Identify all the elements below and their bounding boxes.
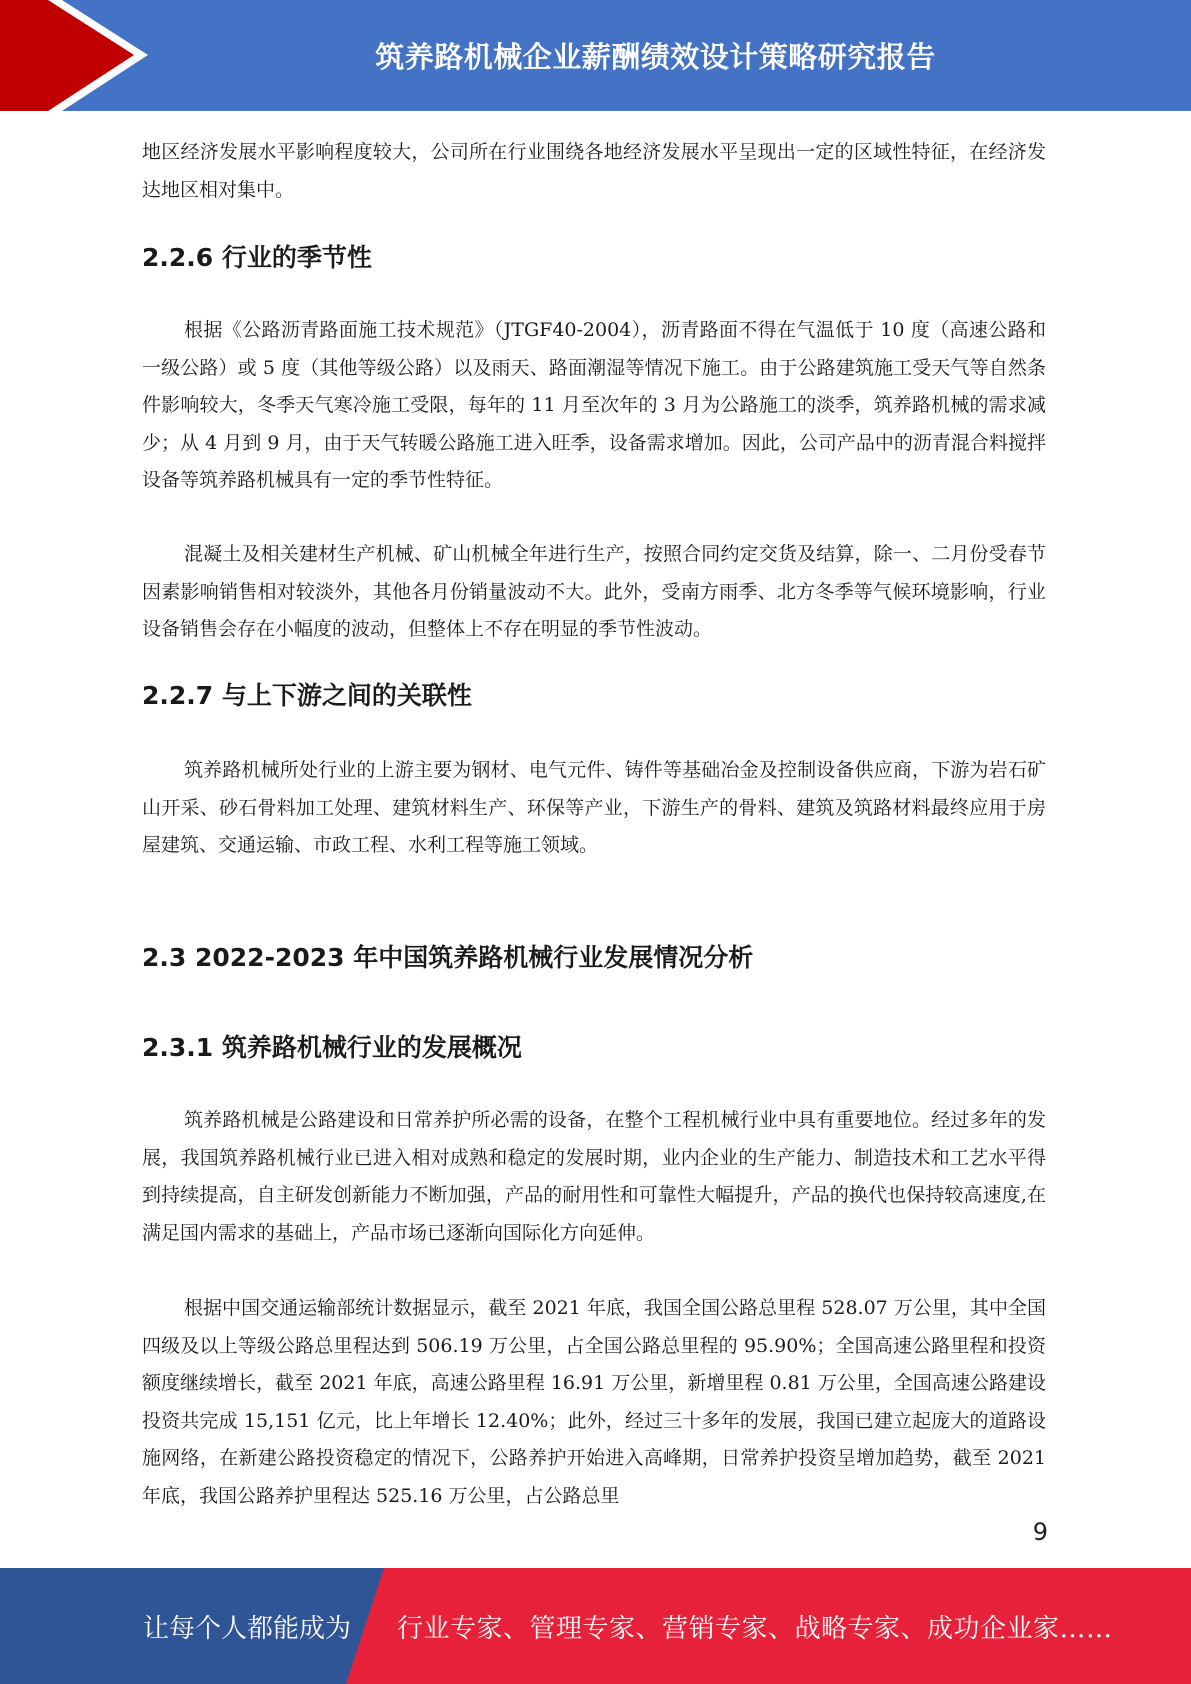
paragraph-seasonality-1: 根据《公路沥青路面施工技术规范》（JTGF40-2004），沥青路面不得在气温低于 10 度（高速公路和一级公路）或 5 度（其他等级公路）以及雨天、路面潮湿等情况下施工。由于公路建筑施工受天气等自然条件影响较大，冬季天气寒冷施工受限，每年的 11 月至次年的 3 月为公路施工的淡季，筑养路机械的需求减少；从 4 月到 9 月，由于天气转暖公路施工进入旺季，设备需求增加。因此，公司产品中的沥青混合料搅拌设备等筑养路机械具有一定的季节性特征。	[142, 319, 1046, 492]
section-heading-2-3-1: 2.3.1 筑养路机械行业的发展概况	[142, 1033, 522, 1062]
page-number: 9	[1032, 1518, 1048, 1546]
section-heading-2-3: 2.3 2022-2023 年中国筑养路机械行业发展情况分析	[142, 943, 754, 972]
paragraph-intro: 地区经济发展水平影响程度较大，公司所在行业围绕各地经济发展水平呈现出一定的区域性特征，在经济发达地区相对集中。	[142, 141, 1046, 201]
page-header	[0, 0, 1191, 111]
paragraph-upstream-downstream: 筑养路机械所处行业的上游主要为钢材、电气元件、铸件等基础冶金及控制设备供应商，下游为岩石矿山开采、砂石骨料加工处理、建筑材料生产、环保等产业，下游生产的骨料、建筑及筑路材料最终应用于房屋建筑、交通运输、市政工程、水利工程等施工领域。	[142, 759, 1046, 857]
document-title: 筑养路机械企业薪酬绩效设计策略研究报告	[375, 40, 936, 74]
paragraph-seasonality-2: 混凝土及相关建材生产机械、矿山机械全年进行生产，按照合同约定交货及结算，除一、二月份受春节因素影响销售相对较淡外，其他各月份销量波动不大。此外，受南方雨季、北方冬季等气候环境影响，行业设备销售会存在小幅度的波动，但整体上不存在明显的季节性波动。	[142, 543, 1046, 641]
footer-slogan-left: 让每个人都能成为	[143, 1613, 352, 1644]
page-footer	[0, 1568, 1191, 1684]
section-heading-2-2-6: 2.2.6 行业的季节性	[142, 243, 372, 272]
footer-slogan-right: 行业专家、管理专家、营销专家、战略专家、成功企业家……	[397, 1613, 1113, 1644]
section-heading-2-2-7: 2.2.7 与上下游之间的关联性	[142, 681, 472, 710]
paragraph-development-overview-2: 根据中国交通运输部统计数据显示，截至 2021 年底，我国全国公路总里程 528.07 万公里，其中全国四级及以上等级公路总里程达到 506.19 万公里，占全国公路总里程的 95.90%；全国高速公路里程和投资额度继续增长，截至 2021 年底，高速公路里程 16.91 万公里，新增里程 0.81 万公里，全国高速公路建设投资共完成 15,151 亿元，比上年增长 12.40%；此外，经过三十多年的发展，我国已建立起庞大的道路设施网络，在新建公路投资稳定的情况下，公路养护开始进入高峰期，日常养护投资呈增加趋势，截至 2021 年底，我国公路养护里程达 525.16 万公里，占公路总里	[142, 1297, 1046, 1507]
paragraph-development-overview-1: 筑养路机械是公路建设和日常养护所必需的设备，在整个工程机械行业中具有重要地位。经过多年的发展，我国筑养路机械行业已进入相对成熟和稳定的发展时期，业内企业的生产能力、制造技术和工艺水平得到持续提高，自主研发创新能力不断加强，产品的耐用性和可靠性大幅提升，产品的换代也保持较高速度,在满足国内需求的基础上，产品市场已逐渐向国际化方向延伸。	[142, 1109, 1046, 1244]
